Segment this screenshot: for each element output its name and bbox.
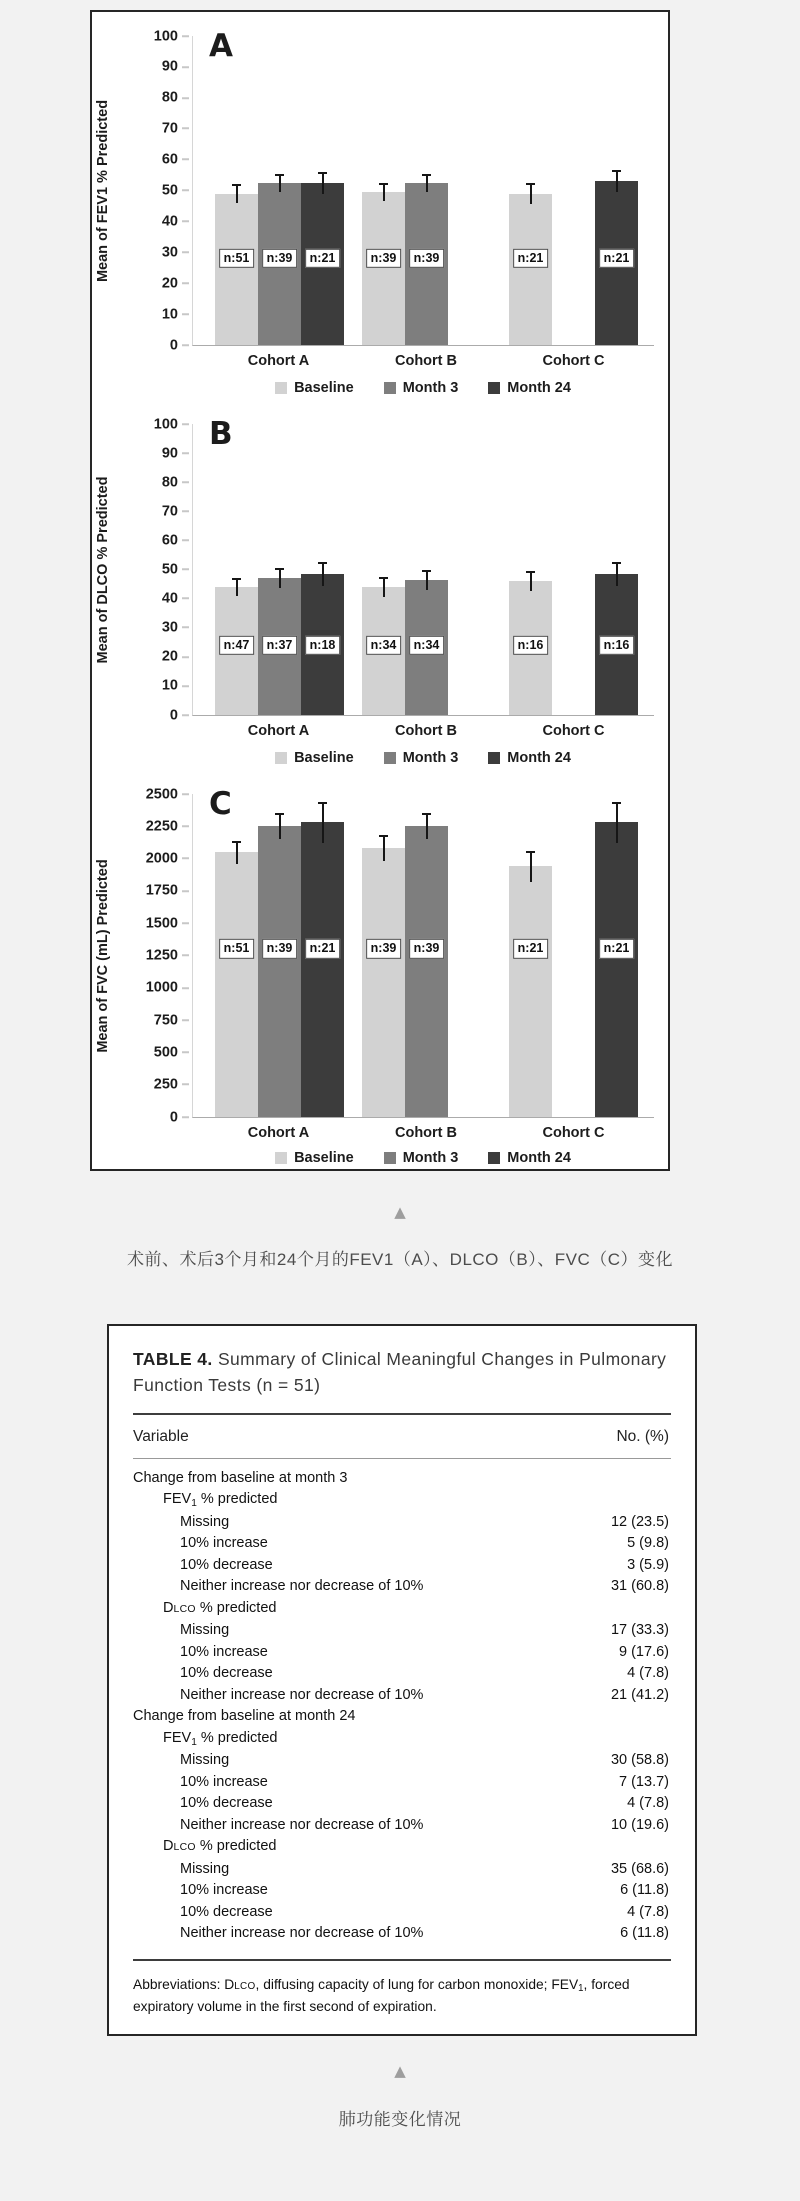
tick-mark: [182, 423, 189, 425]
row-label: 10% increase: [180, 1882, 268, 1898]
y-tick-label: 80: [162, 91, 189, 106]
n-badge: n:18: [305, 635, 341, 655]
row-label: Missing: [180, 1752, 230, 1768]
bar: [362, 192, 405, 345]
bar-group: [215, 794, 344, 1117]
legend-label: Month 24: [507, 750, 571, 766]
bar-slot: [405, 424, 448, 715]
bar-group: [362, 794, 491, 1117]
bar: [215, 852, 258, 1117]
bar-group: [362, 36, 491, 345]
tick-mark: [182, 598, 189, 600]
error-bar: [322, 172, 324, 194]
chart-panel-b: [92, 415, 668, 768]
bar-group: [509, 794, 638, 1117]
bar-group: [509, 424, 638, 715]
legend-item: [384, 750, 459, 766]
row-label: 10% decrease: [180, 1665, 273, 1681]
row-value: 4 (7.8): [627, 1795, 669, 1811]
row-value: 9 (17.6): [619, 1643, 669, 1660]
n-badge: n:21: [305, 939, 341, 959]
error-bar: [279, 813, 281, 839]
column-header-no-pct: No. (%): [616, 1427, 669, 1445]
n-badge: n:37: [262, 635, 298, 655]
table-number: TABLE 4.: [133, 1349, 213, 1369]
error-bar: [383, 835, 385, 861]
row-label: Missing: [180, 1860, 230, 1877]
bar-slot: [448, 424, 491, 715]
row-value: 5 (9.8): [627, 1535, 669, 1551]
tick-mark: [182, 656, 189, 658]
table-row: [133, 1489, 669, 1512]
table-row: [133, 1836, 669, 1859]
table-row: [133, 1620, 669, 1642]
bar-slot: [258, 36, 301, 345]
n-badge: n:39: [262, 249, 298, 269]
tick-mark: [182, 685, 189, 687]
row-label: Neither increase nor decrease of 10%: [180, 1925, 424, 1941]
legend: [192, 380, 654, 398]
x-category-label: Cohort A: [247, 353, 310, 369]
table-row: [133, 1902, 669, 1924]
y-tick-label: 1000: [146, 981, 189, 996]
table-rule-bottom: [133, 1959, 671, 1961]
table-footnote: Abbreviations: DLCO, diffusing capacity of lung for carbon monoxide; $FEV_1$, forced expiratory volume in the first second of expiration.: [133, 1976, 630, 2014]
bar: [215, 194, 258, 345]
tick-mark: [182, 987, 189, 989]
tick-mark: [182, 1116, 189, 1118]
bar-slot: [509, 424, 552, 715]
tick-mark: [182, 858, 189, 860]
y-tick-label: 0: [170, 338, 189, 353]
row-value: 4 (7.8): [627, 1665, 669, 1681]
tick-mark: [182, 510, 189, 512]
bar: [362, 848, 405, 1117]
plot-area: [153, 27, 654, 353]
legend-label: Baseline: [294, 380, 354, 396]
error-bar: [426, 570, 428, 590]
tick-mark: [182, 190, 189, 192]
legend: [192, 750, 654, 768]
row-value: 30 (58.8): [610, 1752, 669, 1768]
x-category-label: Cohort B: [394, 353, 457, 369]
error-bar: [530, 183, 532, 205]
bar-slot: [362, 794, 405, 1117]
y-tick-label: 2500: [146, 787, 189, 802]
bar-group: [215, 36, 344, 345]
row-label: 10% increase: [180, 1773, 268, 1790]
panel-letter: B: [209, 416, 233, 452]
n-badge: n:39: [262, 939, 298, 959]
row-label: Neither increase nor decrease of 10%: [180, 1816, 424, 1833]
y-tick-label: 2250: [146, 819, 189, 834]
error-bar: [426, 174, 428, 193]
error-bar: [530, 851, 532, 882]
y-tick-label: 1750: [146, 884, 189, 899]
bar-slot: [362, 36, 405, 345]
tick-mark: [182, 128, 189, 130]
y-tick-label: 500: [154, 1045, 189, 1060]
chart-panel-c: [92, 785, 668, 1168]
error-bar: [236, 578, 238, 595]
y-tick-label: 750: [154, 1013, 189, 1028]
tick-mark: [182, 452, 189, 454]
table-row: [133, 1663, 669, 1685]
pulmonary-function-figure: [90, 10, 670, 1171]
n-badge: n:16: [513, 635, 549, 655]
bar-slot: [215, 794, 258, 1117]
table-row: [133, 1685, 669, 1707]
tick-mark: [182, 793, 189, 795]
row-label: 10% increase: [180, 1535, 268, 1551]
bar-slot: [301, 794, 344, 1117]
table-row: [133, 1576, 669, 1598]
table-row: [133, 1533, 669, 1555]
error-bar: [236, 184, 238, 203]
legend-label: Month 3: [402, 1150, 459, 1166]
chart-panel-a: [92, 27, 668, 398]
table-row: [133, 1750, 669, 1772]
x-category-label: Cohort C: [542, 723, 605, 739]
legend-label: Month 3: [402, 380, 459, 396]
bar-slot: [595, 794, 638, 1117]
error-bar: [616, 170, 618, 192]
bar: [509, 194, 552, 345]
tick-mark: [182, 97, 189, 99]
bar-group: [362, 424, 491, 715]
table-row: [133, 1706, 669, 1728]
bar-group: [509, 36, 638, 345]
y-tick-label: 100: [154, 29, 189, 44]
row-label: Neither increase nor decrease of 10%: [180, 1578, 424, 1594]
y-tick-label: 1250: [146, 948, 189, 963]
plot-area: [145, 785, 654, 1125]
row-value: 17 (33.3): [610, 1622, 669, 1638]
x-category-label: Cohort B: [394, 1125, 457, 1141]
error-bar: [279, 568, 281, 588]
x-category-label: Cohort C: [542, 353, 605, 369]
tick-mark: [182, 313, 189, 315]
bar-slot: [362, 424, 405, 715]
legend-swatch: [384, 752, 396, 764]
chart-body: [95, 415, 654, 723]
bar-slot: [509, 36, 552, 345]
chart-body: [95, 785, 654, 1125]
tick-mark: [182, 251, 189, 253]
y-tick-label: 10: [162, 307, 189, 322]
y-tick-label: 60: [162, 533, 189, 548]
n-badge: n:51: [219, 249, 255, 269]
tick-mark: [182, 539, 189, 541]
tick-mark: [182, 1019, 189, 1021]
column-header-variable: Variable: [133, 1427, 189, 1445]
n-badge: n:21: [599, 939, 635, 959]
legend-swatch: [275, 382, 287, 394]
row-value: 21 (41.2): [610, 1686, 669, 1703]
table-row: [133, 1923, 669, 1945]
legend-label: Month 3: [402, 750, 459, 766]
table-body: [133, 1459, 671, 1951]
y-tick-label: 80: [162, 475, 189, 490]
row-label: Missing: [180, 1622, 230, 1638]
table-row: [133, 1880, 669, 1902]
row-value: 7 (13.7): [619, 1773, 669, 1790]
error-bar: [279, 174, 281, 193]
table-4: [107, 1324, 697, 2036]
row-value: 12 (23.5): [610, 1513, 669, 1530]
n-badge: n:39: [409, 249, 445, 269]
row-label: $FEV_1$ % predicted: [163, 1491, 278, 1510]
n-badge: n:34: [366, 635, 402, 655]
legend-swatch: [275, 752, 287, 764]
table-row: [133, 1598, 669, 1621]
legend-swatch: [488, 382, 500, 394]
row-label: Change from baseline at month 3: [133, 1469, 348, 1486]
tick-mark: [182, 344, 189, 346]
n-badge: n:16: [599, 635, 635, 655]
table-caption-block: [0, 2064, 800, 2130]
x-category-label: Cohort C: [542, 1125, 605, 1141]
bar: [405, 826, 448, 1117]
figure-caption: 术前、术后3个月和24个月的FEV1（A）、DLCO（B）、FVC（C）变化: [126, 1250, 674, 1269]
y-tick-label: 60: [162, 152, 189, 167]
legend-item: [275, 380, 354, 396]
tick-mark: [182, 220, 189, 222]
table-caption: 肺功能变化情况: [338, 2110, 462, 2130]
n-badge: n:21: [513, 249, 549, 269]
y-tick-label: 50: [162, 183, 189, 198]
bar-slot: [595, 36, 638, 345]
tick-mark: [182, 35, 189, 37]
table-title-text: Summary of Clinical Meaningful Changes in Pulmonary Function Tests (n = 51): [133, 1349, 667, 1396]
y-tick-label: 1500: [146, 916, 189, 931]
row-label: 10% decrease: [180, 1903, 273, 1920]
x-category-label: Cohort B: [394, 723, 457, 739]
error-bar: [616, 802, 618, 843]
error-bar: [322, 802, 324, 843]
tick-mark: [182, 627, 189, 629]
table-row: [133, 1859, 669, 1881]
bar-slot: [301, 424, 344, 715]
bar-slot: [448, 36, 491, 345]
row-label: 10% increase: [180, 1643, 268, 1660]
row-label: DLCO % predicted: [163, 1599, 277, 1616]
n-badge: n:21: [305, 249, 341, 269]
row-value: 6 (11.8): [620, 1882, 669, 1898]
table-header-row: [133, 1415, 671, 1458]
bar-slot: [258, 424, 301, 715]
y-tick-label: 10: [162, 679, 189, 694]
n-badge: n:21: [599, 249, 635, 269]
y-tick-label: 70: [162, 121, 189, 136]
bar-slot: [215, 36, 258, 345]
legend-item: [488, 1150, 571, 1166]
legend-swatch: [275, 1152, 287, 1164]
bar-slot: [552, 424, 595, 715]
x-category-label: Cohort A: [247, 1125, 310, 1141]
n-badge: n:39: [366, 939, 402, 959]
y-axis-title: Mean of DLCO % Predicted: [95, 476, 111, 664]
panel-letter: A: [209, 28, 233, 64]
table-row: [133, 1555, 669, 1577]
bar: [595, 822, 638, 1117]
row-value: 6 (11.8): [620, 1925, 669, 1941]
x-axis-labels: [192, 723, 654, 739]
tick-mark: [182, 955, 189, 957]
error-bar: [530, 571, 532, 591]
bar-slot: [595, 424, 638, 715]
y-tick-label: 2000: [146, 851, 189, 866]
bar-slot: [258, 794, 301, 1117]
legend-swatch: [384, 382, 396, 394]
row-label: Missing: [180, 1513, 230, 1530]
bar-slot: [215, 424, 258, 715]
y-axis-title: Mean of FVC (mL) Predicted: [95, 859, 111, 1053]
legend-item: [488, 750, 571, 766]
bar: [258, 826, 301, 1117]
legend-label: Baseline: [294, 1150, 354, 1166]
tick-mark: [182, 922, 189, 924]
bar-slot: [552, 36, 595, 345]
y-axis-title: Mean of FEV1 % Predicted: [95, 99, 111, 283]
table-row: [133, 1512, 669, 1534]
error-bar: [236, 841, 238, 864]
bar: [509, 866, 552, 1117]
tick-mark: [182, 714, 189, 716]
error-bar: [616, 562, 618, 585]
row-label: DLCO % predicted: [163, 1838, 277, 1854]
y-tick-label: 0: [170, 708, 189, 723]
error-bar: [322, 562, 324, 585]
legend-item: [384, 1150, 459, 1166]
tick-mark: [182, 282, 189, 284]
n-badge: n:21: [513, 939, 549, 959]
legend-item: [384, 380, 459, 396]
x-category-label: Cohort A: [247, 723, 310, 739]
legend-label: Month 24: [507, 1150, 571, 1166]
table-row: [133, 1772, 669, 1794]
row-label: $FEV_1$ % predicted: [163, 1729, 278, 1748]
legend-label: Baseline: [294, 750, 354, 766]
x-axis-labels: [192, 353, 654, 369]
row-value: 10 (19.6): [610, 1816, 669, 1833]
table-row: [133, 1642, 669, 1664]
y-tick-label: 100: [154, 417, 189, 432]
tick-mark: [182, 481, 189, 483]
bar-slot: [405, 36, 448, 345]
bar-slot: [405, 794, 448, 1117]
table-row: [133, 1468, 669, 1490]
row-value: 3 (5.9): [627, 1556, 669, 1573]
error-bar: [383, 183, 385, 202]
panel-letter: C: [209, 786, 232, 822]
y-tick-label: 250: [154, 1077, 189, 1092]
legend-swatch: [488, 1152, 500, 1164]
error-bar: [426, 813, 428, 839]
y-tick-label: 30: [162, 620, 189, 635]
chart-body: [95, 27, 654, 353]
collapse-triangle-icon: ▲: [394, 1203, 406, 1221]
n-badge: n:34: [409, 635, 445, 655]
bar-slot: [448, 794, 491, 1117]
row-value: 35 (68.6): [610, 1860, 669, 1877]
y-tick-label: 20: [162, 650, 189, 665]
bar-slot: [552, 794, 595, 1117]
n-badge: n:47: [219, 635, 255, 655]
table-row: [133, 1793, 669, 1815]
tick-mark: [182, 825, 189, 827]
legend-label: Month 24: [507, 380, 571, 396]
legend-swatch: [384, 1152, 396, 1164]
row-label: Change from baseline at month 24: [133, 1708, 356, 1724]
bar-slot: [509, 794, 552, 1117]
y-tick-label: 40: [162, 214, 189, 229]
n-badge: n:39: [366, 249, 402, 269]
row-value: 4 (7.8): [627, 1903, 669, 1920]
y-tick-label: 0: [170, 1110, 189, 1125]
row-label: 10% decrease: [180, 1795, 273, 1811]
tick-mark: [182, 66, 189, 68]
table-title: [133, 1346, 671, 1399]
tick-mark: [182, 1084, 189, 1086]
tick-mark: [182, 159, 189, 161]
tick-mark: [182, 890, 189, 892]
y-tick-label: 70: [162, 504, 189, 519]
legend-item: [275, 1150, 354, 1166]
y-tick-label: 20: [162, 276, 189, 291]
bar-group: [215, 424, 344, 715]
figure-caption-block: [0, 1205, 800, 1270]
y-tick-label: 90: [162, 446, 189, 461]
row-label: Neither increase nor decrease of 10%: [180, 1686, 424, 1703]
tick-mark: [182, 569, 189, 571]
table-row: [133, 1815, 669, 1837]
legend-swatch: [488, 752, 500, 764]
bar: [301, 822, 344, 1117]
y-tick-label: 50: [162, 562, 189, 577]
collapse-triangle-icon: ▲: [394, 2062, 406, 2081]
legend-item: [275, 750, 354, 766]
n-badge: n:51: [219, 939, 255, 959]
tick-mark: [182, 1051, 189, 1053]
legend: [192, 1150, 654, 1168]
x-axis-labels: [192, 1125, 654, 1141]
n-badge: n:39: [409, 939, 445, 959]
y-tick-label: 40: [162, 591, 189, 606]
row-value: 31 (60.8): [610, 1578, 669, 1594]
y-tick-label: 90: [162, 60, 189, 75]
bar-slot: [301, 36, 344, 345]
y-tick-label: 30: [162, 245, 189, 260]
plot-area: [153, 415, 654, 723]
legend-item: [488, 380, 571, 396]
row-label: 10% decrease: [180, 1556, 273, 1573]
table-row: [133, 1728, 669, 1751]
error-bar: [383, 577, 385, 597]
